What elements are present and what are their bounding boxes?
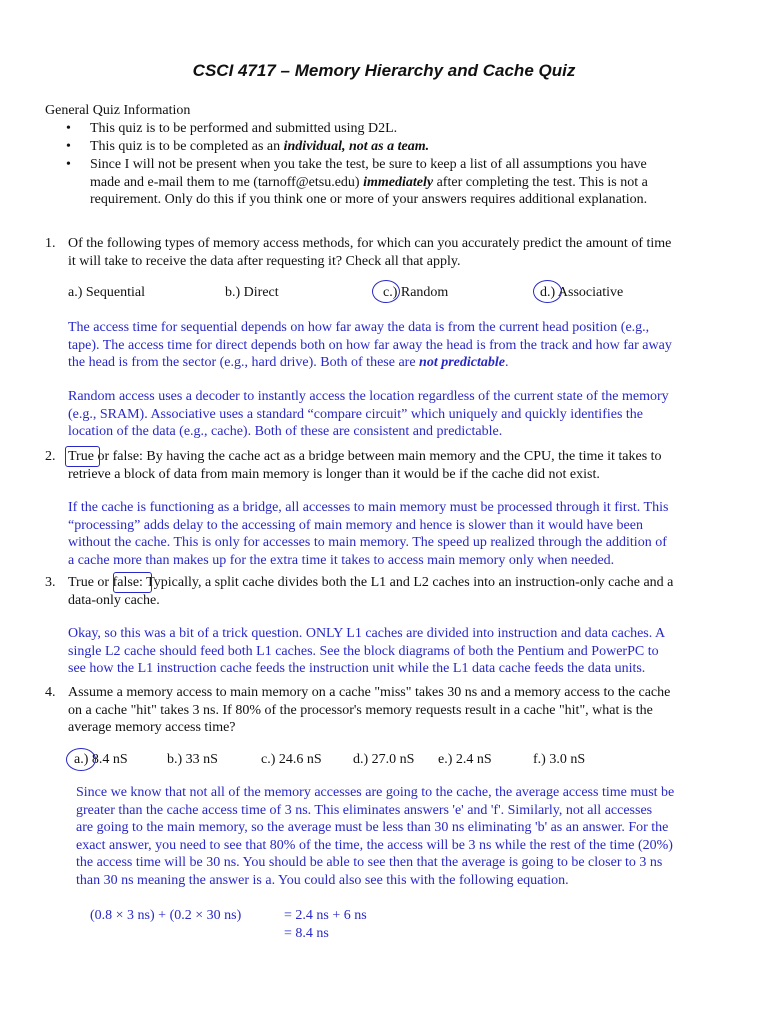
quiz-page: CSCI 4717 – Memory Hierarchy and Cache Quiz General Quiz Information • This quiz is to be performed and submitted using D2L. • This quiz is to be completed as an individual, not as a team. • Since I will not be present when you take the test, be sure to keep a list of all assumptions you have made and e-mail them to me (tarnoff@etsu.edu) immediately after completing the test. This is not a requirement. Only do this if you think one or more of your answers requires additional explanation. 1. Of the following types of memory access methods, for which can you accurately predict the amount of time it will take to receive the data after requesting it? Check all that apply. a.) Sequential b.) Direct c.) Random d.) Associative The access time for sequential depends on how far away the data is from the current head position (e.g., tape). The access time for direct depends both on how far away the head is from the track and how far away the head is from the sector (e.g., hard drive). Both of these are not predictable. Random access uses a decoder to instantly access the location regardless of the current state of the memory (e.g., SRAM). Associative uses a standard “compare circuit” which uniquely and quickly identifies the location of the data (e.g., cache). Both of these are consistent and predictable. 2. True or false: By having the cache act as a bridge between main memory and the CPU, the time it takes to retrieve a block of data from main memory is longer than it would be if the cache did not exist. If the cache is functioning as a bridge, all accesses to main memory must be processed through it first. This “processing” adds delay to the accessing of main memory and hence is slower than it would have been without the cache. This is only for accesses to main memory. The speed up realized through the addition of a cache more than makes up for the extra time it takes to access main memory only when needed. 3. True or false: Typically, a split cache divides both the L1 and L2 caches into an instruction-only cache and a data-only cache. Okay, so this was a bit of a trick question. ONLY L1 caches are divided into instruction and data caches. A single L2 cache should feed both L1 caches. See the block diagrams of both the Pentium and PowerPC to see how the L1 instruction cache feeds the instruction unit while the L1 data cache feeds the data units. 4. Assume a memory access to main memory on a cache "miss" takes 30 ns and a memory access to the cache on a cache "hit" takes 3 ns. If 80% of the processor's memory requests result in a cache "hit", what is the average memory access time? a.) 8.4 nS b.) 33 nS c.) 24.6 nS d.) 27.0 nS e.) 2.4 nS f.) 3.0 nS Since we know that not all of the memory accesses are going to the cache, the average access time must be greater than the cache access time of 3 ns. This eliminates answers 'e' and 'f'. Similarly, not all accesses are going to the main memory, so the average must be less than 30 ns eliminating 'b' as an answer. For the exact answer, you need to see that 80% of the time, the access will be 3 ns while the rest of the time (20%) the access time will be 30 ns. You should be able to see then that the average is going to be closer to 3 ns than 30 ns meaning the answer is a. You could also see this with the following equation. (0.8 × 3 ns) + (0.2 × 30 ns) = 2.4 ns + 6 ns = 8.4 ns: [0, 0, 768, 1024]
q4-option-a: a.) 8.4 nS: [74, 752, 128, 767]
q1-explanation-2: Random access uses a decoder to instantly access the location regardless of the current state of the memory (e.g., SRAM). Associative uses a standard “compare circuit” which uniquely and quickly identifies the location of the data (e.g., cache). Both of these are consistent and predictable.: [68, 389, 669, 439]
q4-equation-left: (0.8 × 3 ns) + (0.2 × 30 ns): [90, 908, 242, 923]
question-3-number: 3.: [45, 575, 56, 590]
question-4-text: Assume a memory access to main memory on a cache "miss" takes 30 ns and a memory access to the cache on a cache "hit" takes 3 ns. If 80% of the processor's memory requests result in a cache "hit", what is the average memory access time?: [68, 685, 671, 735]
question-2-number: 2.: [45, 449, 56, 464]
answer-circle: [533, 280, 562, 303]
q4-equation-result-2: = 8.4 ns: [284, 926, 329, 941]
bullet-icon: •: [66, 121, 71, 136]
q1-option-b: b.) Direct: [225, 285, 279, 300]
general-heading: General Quiz Information: [45, 103, 191, 118]
q3-explanation: Okay, so this was a bit of a trick question. ONLY L1 caches are divided into instruction and data caches. A single L2 cache should feed both L1 caches. See the block diagrams of both the Pentium and PowerPC to see how the L1 instruction cache feeds the instruction unit while the L1 data cache feeds the data units.: [68, 626, 666, 676]
bullet-icon: •: [66, 157, 71, 172]
q1-option-a: a.) Sequential: [68, 285, 145, 300]
answer-box: [65, 446, 100, 467]
bullet-icon: •: [66, 139, 71, 154]
answer-box: [113, 572, 152, 593]
q4-equation-result-1: = 2.4 ns + 6 ns: [284, 908, 367, 923]
answer-circle: [372, 280, 400, 303]
q4-option-b: b.) 33 nS: [167, 752, 218, 767]
q1-option-d: d.) Associative: [540, 285, 624, 300]
q2-explanation: If the cache is functioning as a bridge, all accesses to main memory must be processed through it first. This “processing” adds delay to the accessing of main memory and hence is slower than it would have been without the cache. This is only for accesses to main memory. The speed up realized through the addition of a cache more than makes up for the extra time it takes to access main memory only when needed.: [68, 500, 669, 568]
q4-option-f: f.) 3.0 nS: [533, 752, 586, 767]
page-title: CSCI 4717 – Memory Hierarchy and Cache Quiz: [192, 61, 576, 80]
question-1-number: 1.: [45, 236, 56, 251]
q1-explanation-1: The access time for sequential depends on how far away the data is from the current head position (e.g., tape). The access time for direct depends both on how far away the head is from the track and how far away the head is from the sector (e.g., hard drive). Both of these are not predictable.: [68, 320, 672, 370]
q4-option-c: c.) 24.6 nS: [261, 752, 322, 767]
q4-option-e: e.) 2.4 nS: [438, 752, 492, 767]
q1-option-c: c.) Random: [383, 285, 449, 300]
question-4-number: 4.: [45, 685, 56, 700]
q4-option-d: d.) 27.0 nS: [353, 752, 415, 767]
question-1-text: Of the following types of memory access methods, for which can you accurately predict the amount of time it will take to receive the data after requesting it? Check all that apply.: [68, 236, 672, 269]
q4-explanation: Since we know that not all of the memory accesses are going to the cache, the average access time must be greater than the cache access time of 3 ns. This eliminates answers 'e' and 'f'. Similarly, not all accesses are going to the main memory, so the average must be less than 30 ns eliminating 'b' as an answer. For the exact answer, you need to see that 80% of the time, the access will be 3 ns while the rest of the time (20%) the access time will be 30 ns. You should be able to see then that the average is going to be closer to 3 ns than 30 ns meaning the answer is a. You could also see this with the following equation.: [76, 785, 675, 888]
question-2-text: True or false: By having the cache act as a bridge between main memory and the CPU, the time it takes to retrieve a block of data from main memory is longer than it would be if the cache did not exist.: [68, 449, 662, 482]
answer-circle: [66, 748, 96, 771]
question-3-text: True or false: Typically, a split cache divides both the L1 and L2 caches into an instruction-only cache and a data-only cache.: [68, 575, 674, 608]
